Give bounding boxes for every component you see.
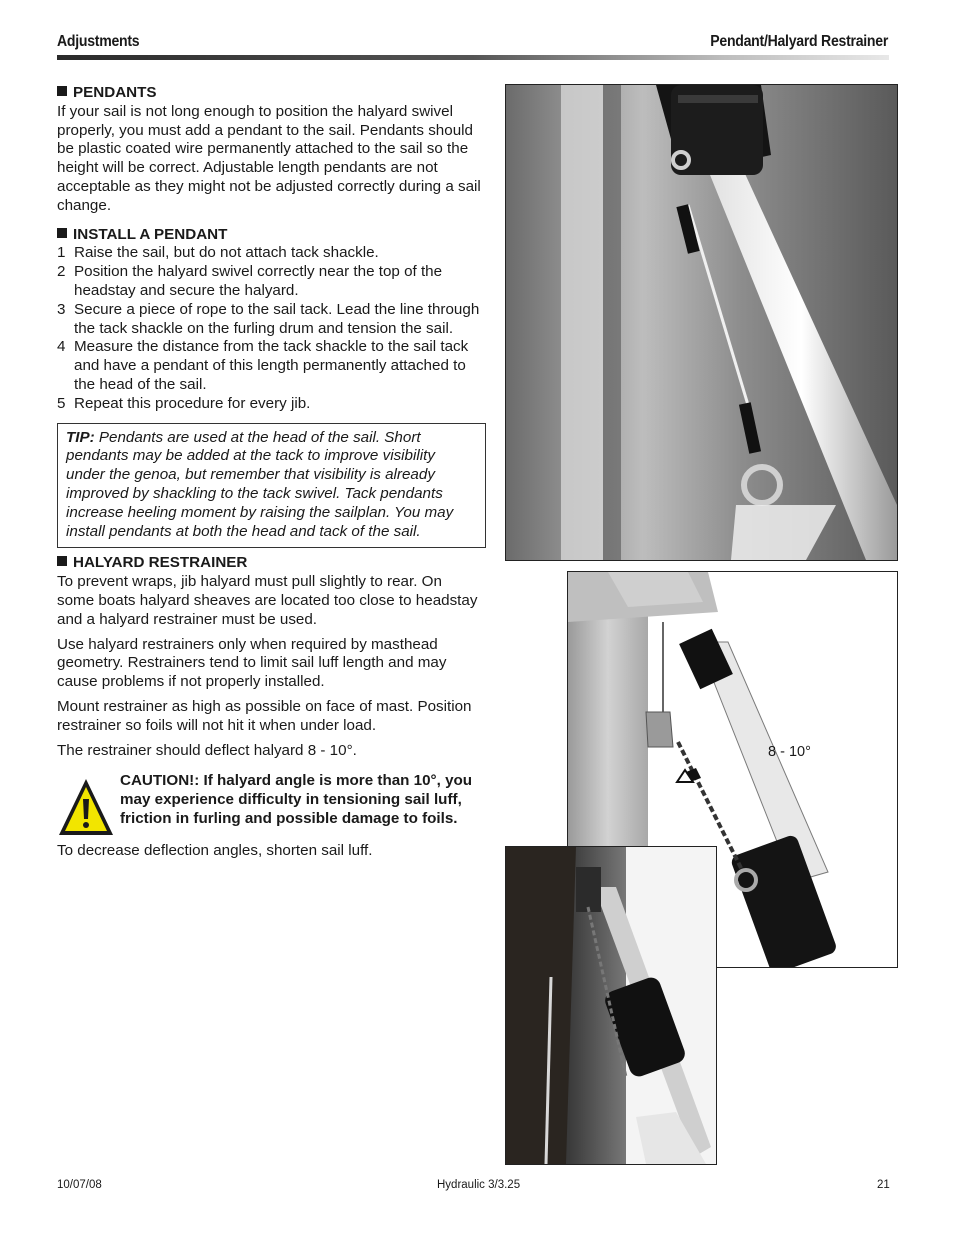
restrainer-para-3: Mount restrainer as high as possible on face of mast. Position restrainer so foils will not hit it when under load. [57, 697, 472, 734]
restrainer-para-1: To prevent wraps, jib halyard must pull slightly to rear. On some boats halyard sheaves are located too close to headstay and a halyard restrainer must be used. [57, 573, 478, 628]
pendants-heading: PENDANTS [57, 84, 481, 103]
install-step: 3 Secure a piece of rope to the sail tack. Lead the line through the tack shackle on the furling drum and tension the sail. [57, 300, 480, 337]
tip-box [57, 423, 486, 549]
angle-marker-icon [675, 768, 695, 784]
caution-text: CAUTION!: If halyard angle is more than 10°, you may experience difficulty in tensioning sail luff, friction in furling and possible damage to foils. [120, 772, 473, 827]
footer-page-number: 21 [877, 1179, 890, 1191]
install-step: 5 Repeat this procedure for every jib. [57, 394, 311, 412]
restrainer-heading: HALYARD RESTRAINER [57, 554, 481, 573]
install-step: 1 Raise the sail, but do not attach tack shackle. [57, 244, 379, 262]
install-step: 4 Measure the distance from the tack shackle to the sail tack and have a pendant of this length permanently attached to the head of the sail. [57, 338, 469, 393]
header-rule [57, 55, 889, 60]
tip-label: TIP: [66, 428, 95, 446]
install-heading: INSTALL A PENDANT [57, 226, 481, 245]
closing-note: To decrease deflection angles, shorten sail luff. [57, 842, 373, 860]
warning-triangle-icon [57, 777, 115, 837]
square-bullet-icon [57, 228, 67, 238]
footer-model: Hydraulic 3/3.25 [437, 1179, 521, 1191]
restrainer-para-2: Use halyard restrainers only when required by masthead geometry. Restrainers tend to limit sail luff length and may cause problems if not properly installed. [57, 635, 447, 691]
section-title: Adjustments [57, 33, 140, 50]
page-topic: Pendant/Halyard Restrainer [710, 33, 888, 50]
caution-block [57, 772, 481, 834]
text-column [57, 84, 481, 861]
photo-restrainer-installed [505, 846, 717, 1165]
deflection-caption: 8 - 10° [768, 744, 811, 760]
tip-text: Pendants are used at the head of the sail. Short pendants may be added at the tack to improve visibility under the genoa, but remember that visibility is already improved by shackling to the tack swivel. Tack pendants increase heeling moment by raising the sailplan. You may install pendants at both the head and tack of the sail. [66, 428, 454, 540]
photo-pendant-swivel [505, 84, 898, 561]
install-steps [57, 244, 481, 413]
pendants-body: If your sail is not long enough to position the halyard swivel properly, you must add a pendant to the sail. Pendants should be plastic coated wire permanently attached to the sail so the height will be correct. Adjustable length pendants are not acceptable as they might not be adjusted correctly during a sail change. [57, 102, 481, 214]
restrainer-para-4: The restrainer should deflect halyard 8 - 10°. [57, 741, 357, 759]
square-bullet-icon [57, 86, 67, 96]
square-bullet-icon [57, 556, 67, 566]
install-step: 2 Position the halyard swivel correctly near the top of the headstay and secure the halyard. [57, 263, 443, 299]
footer-date: 10/07/08 [57, 1179, 102, 1191]
